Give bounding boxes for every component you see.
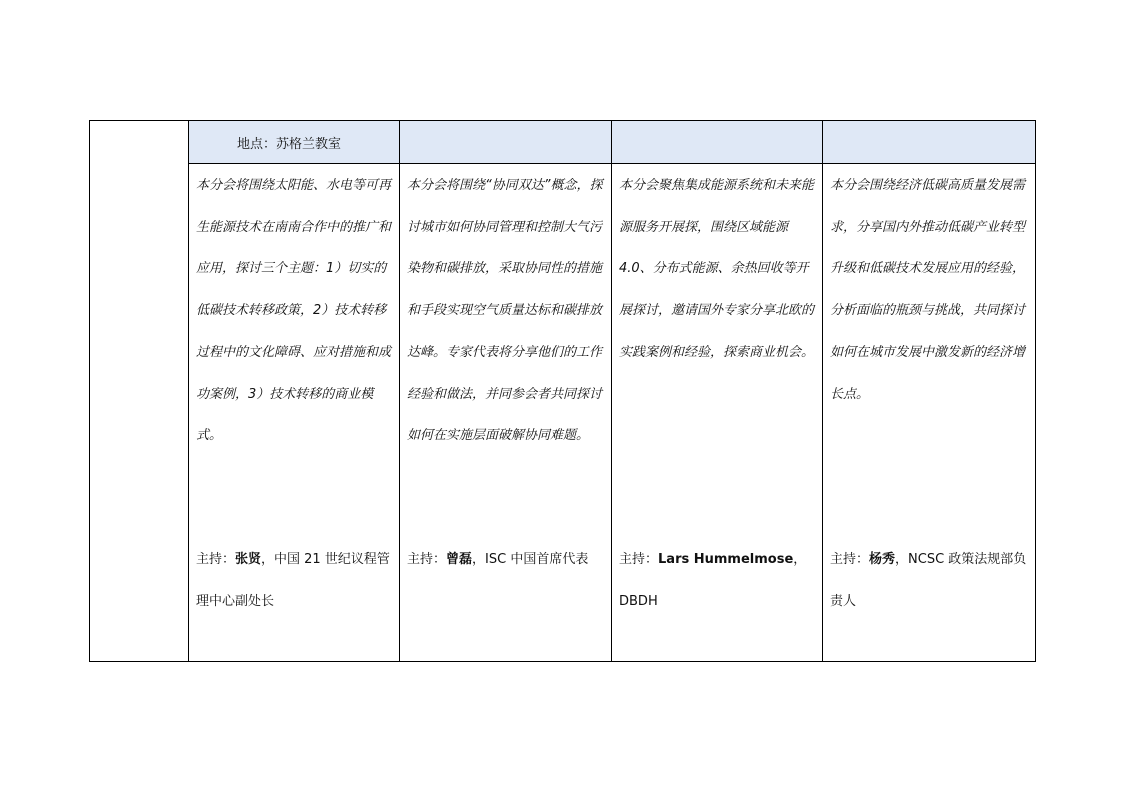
header-row (90, 121, 1036, 164)
header-cell-2 (400, 121, 612, 164)
session-description: 本分会将围绕太阳能、水电等可再生能源技术在南南合作中的推广和应用，探讨三个主题：1）切实的低碳技术转移政策，2）技术转移过程中的文化障碍、应对措施和成功案例，3）技术转移的商业模式。 (196, 178, 392, 444)
host-name: 张贤 (235, 552, 262, 567)
host-name: Lars Hummelmose (658, 552, 794, 567)
session-description: 本分会将围绕“协同双达”概念，探讨城市如何协同管理和控制大气污染物和碳排放，采取协同性的措施和手段实现空气质量达标和碳排放达峰。专家代表将分享他们的工作经验和做法，并同参会者共同探讨如何在实施层面破解协同难题。 (407, 178, 603, 444)
session-host (407, 539, 607, 581)
header-cell-3 (612, 121, 823, 164)
session-host (196, 539, 395, 622)
location-label: 地点：苏格兰教室 (237, 136, 342, 152)
host-name: 杨秀 (869, 552, 896, 567)
host-label: 主持： (619, 552, 659, 567)
session-host (619, 539, 818, 622)
host-title: ，NCSC 政策法规部负责人 (830, 552, 1027, 609)
host-label: 主持： (407, 552, 447, 567)
session-description: 本分会聚焦集成能源系统和未来能源服务开展探，围绕区域能源 4.0、分布式能源、余热回收等开展探讨，邀请国外专家分享北欧的实践案例和经验，探索商业机会。 (619, 178, 815, 360)
host-label: 主持： (196, 552, 236, 567)
session-cell-3 (612, 164, 823, 662)
header-cell-1 (189, 121, 400, 164)
host-name: 曾磊 (446, 552, 473, 567)
session-cell-4 (823, 164, 1036, 662)
header-cell-4 (823, 121, 1036, 164)
session-cell-1 (189, 164, 400, 662)
host-label: 主持： (830, 552, 870, 567)
session-row (90, 164, 1036, 662)
host-title: ，ISC 中国首席代表 (472, 552, 589, 567)
time-column-cell (90, 121, 189, 662)
session-cell-2 (400, 164, 612, 662)
host-title: ，中国 21 世纪议程管理中心副处长 (196, 552, 390, 609)
host-title: ，DBDH (619, 552, 807, 609)
session-description: 本分会围绕经济低碳高质量发展需求，分享国内外推动低碳产业转型升级和低碳技术发展应用的经验，分析面临的瓶颈与挑战，共同探讨如何在城市发展中激发新的经济增长点。 (830, 178, 1026, 402)
agenda-table (89, 120, 1036, 662)
session-host (830, 539, 1031, 622)
